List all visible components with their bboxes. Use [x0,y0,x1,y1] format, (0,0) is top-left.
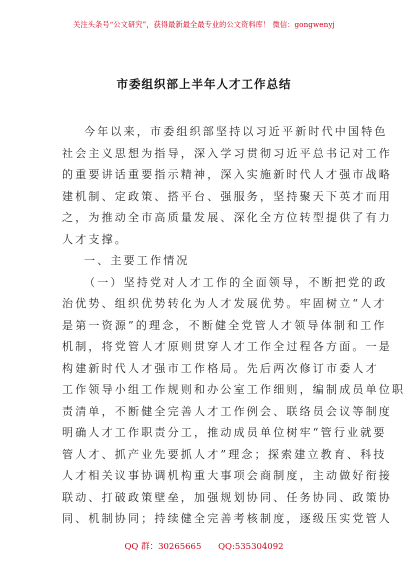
body-line: 的重要讲话重要指示精神，深入实施新时代人才强市战略 [62,168,392,181]
body-line: 责清单，不断健全完善人才工作例会、联络员会议等制度 [62,404,392,418]
body-line: 管人才、抓产业先要抓人才”理念；探索建立教育、科技 [62,447,387,461]
body-line: 之，为推动全市高质量发展、深化全方位转型提供了有力 [62,211,392,224]
body-line: 是第一资源”的理念，不断健全党管人才领导体制和工作 [62,318,387,332]
section-heading: 一、主要工作情况 [84,254,190,267]
qq-group-text: QQ 群：30265665 [124,542,202,552]
body-line: 联动、打破政策壁垒，加强规划协同、任务协同、政策协 [62,490,392,504]
body-line: 工作领导小组工作规则和办公室工作细则，编制成员单位职 [62,383,406,396]
body-line: 人才相关议事协调机构重大事项会商制度，主动做好衔接 [62,469,392,482]
document-title: 市委组织部上半年人才工作总结 [116,77,292,91]
body-line: 今年以来，市委组织部坚持以习近平新时代中国特色 [84,125,388,138]
body-line: （一）坚持党对人才工作的全面领导，不断把党的政 [84,275,388,289]
body-line: 建机制、定政策、搭平台、强服务，坚持聚天下英才而用 [62,189,392,203]
body-line: 明确人才工作职责分工，推动成员单位树牢“管行业就要 [62,426,387,439]
footer-contacts [0,541,408,553]
body-line: 同、机制协同；持续健全完善考核制度，逐级压实党管人 [62,512,392,525]
body-line: 治优势、组织优势转化为人才发展优势。牢固树立“人才 [62,297,387,310]
header-banner: 关注头条号“公文研究”，获得最新最全最专业的公文资料库！ 微信：gongwenyj [73,20,335,29]
body-line: 构建新时代人才强市工作格局。先后两次修订市委人才 [62,361,379,375]
body-line: 人才支撑。 [62,232,128,246]
qq-text: QQ:535304092 [218,542,284,552]
body-line: 机制，将党管人才原则贯穿人才工作全过程各方面。一是 [62,340,392,353]
body-line: 社会主义思想为指导，深入学习贯彻习近平总书记对工作 [62,146,392,160]
document-body [62,121,406,530]
